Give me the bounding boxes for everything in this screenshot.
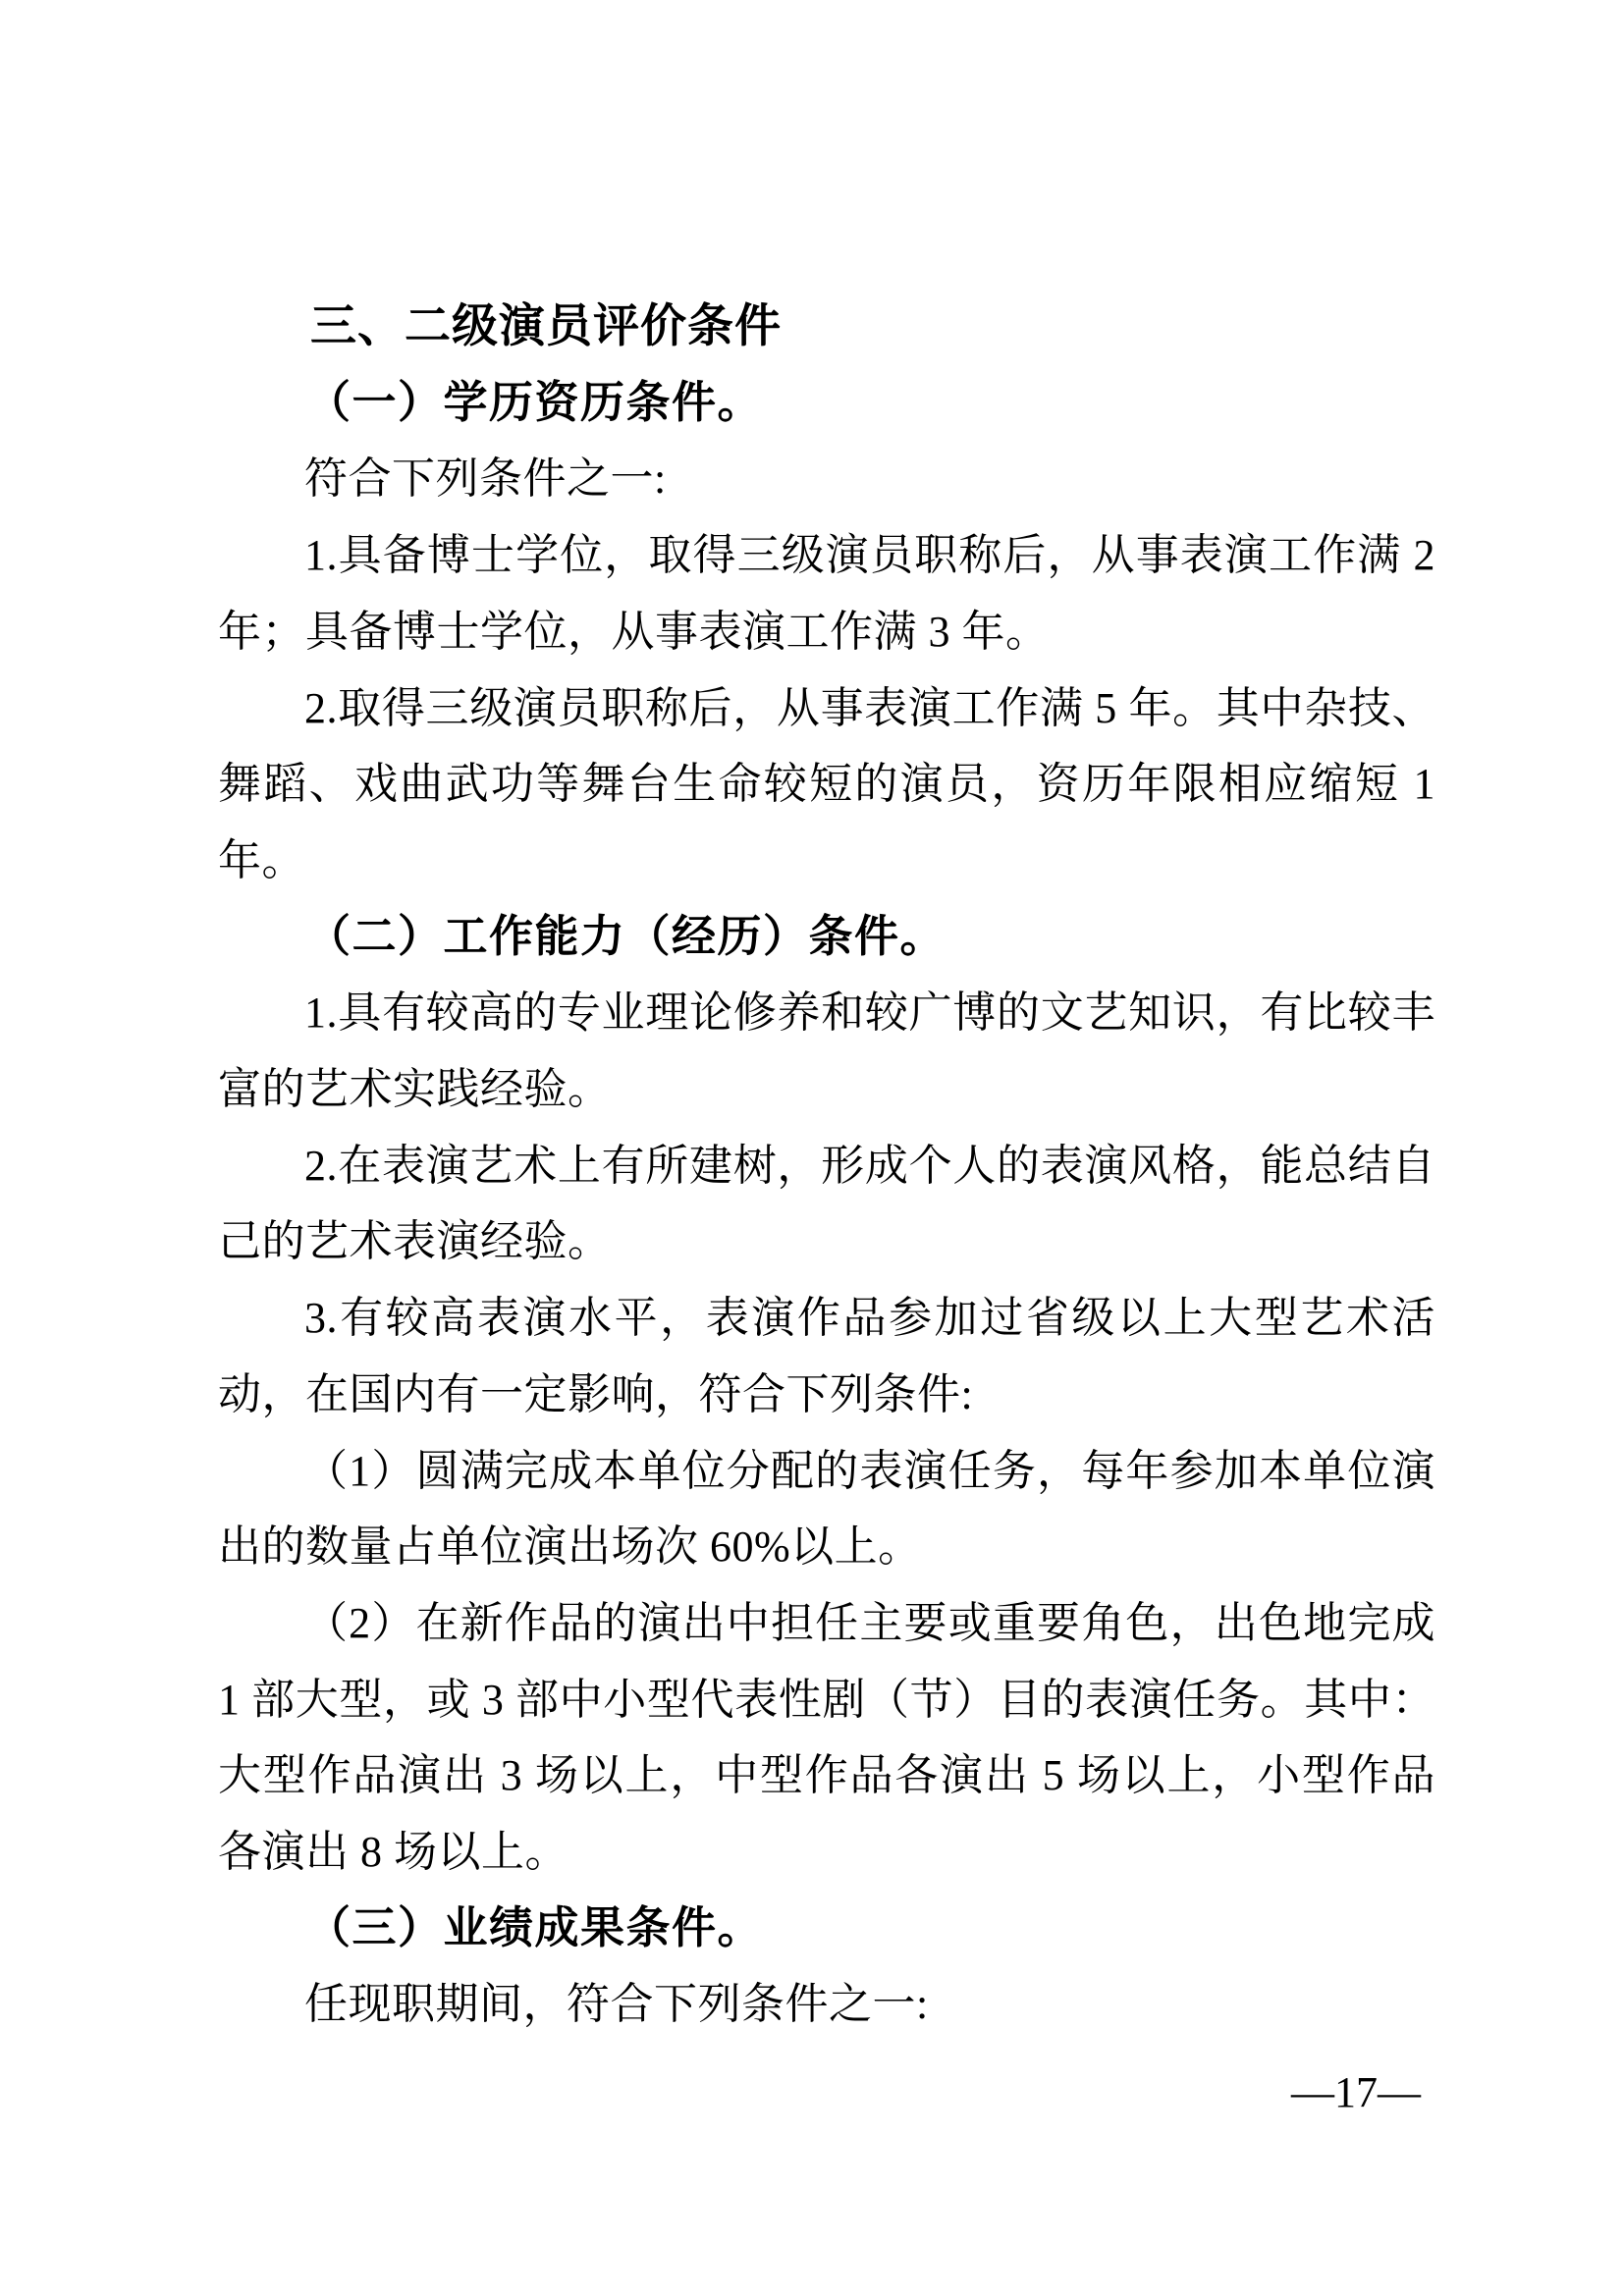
paragraph-ability-item3: 3.有较高表演水平，表演作品参加过省级以上大型艺术活动，在国内有一定影响，符合下列条件: bbox=[218, 1294, 1435, 1418]
section-heading-level1: 三、二级演员评价条件 bbox=[310, 299, 782, 353]
paragraph-intro-conditions: 符合下列条件之一: bbox=[304, 454, 667, 504]
paragraph-ability-item3-sub2: （2）在新作品的演出中担任主要或重要角色，出色地完成 1 部大型，或 3 部中小型代表性剧（节）目的表演任务。其中：大型作品演出 3 场以上，中型作品各演出 5 场以上，小型作品各演出 8 场以上。 bbox=[218, 1598, 1435, 1877]
paragraph-ability-item1: 1.具有较高的专业理论修养和较广博的文艺知识，有比较丰富的艺术实践经验。 bbox=[218, 988, 1435, 1114]
paragraph-education-item1: 1.具备博士学位，取得三级演员职称后，从事表演工作满 2 年；具备博士学位，从事表演工作满 3 年。 bbox=[218, 531, 1435, 656]
paragraph-ability-item3-sub1: （1）圆满完成本单位分配的表演任务，每年参加本单位演出的数量占单位演出场次 60%以上。 bbox=[218, 1446, 1435, 1572]
paragraph-education-item2: 2.取得三级演员职称后，从事表演工作满 5 年。其中杂技、舞蹈、戏曲武功等舞台生命较短的演员，资历年限相应缩短 1 年。 bbox=[218, 683, 1435, 884]
document-body bbox=[218, 289, 1435, 2043]
paragraph-achievements-intro: 任现职期间，符合下列条件之一: bbox=[304, 1980, 929, 2029]
subsection-heading-achievements: （三）业绩成果条件。 bbox=[306, 1902, 764, 1952]
page-number: —17— bbox=[1291, 2068, 1421, 2116]
subsection-heading-work-ability: （二）工作能力（经历）条件。 bbox=[306, 911, 947, 961]
paragraph-ability-item2: 2.在表演艺术上有所建树，形成个人的表演风格，能总结自己的艺术表演经验。 bbox=[218, 1141, 1435, 1266]
subsection-heading-education: （一）学历资历条件。 bbox=[306, 377, 764, 427]
